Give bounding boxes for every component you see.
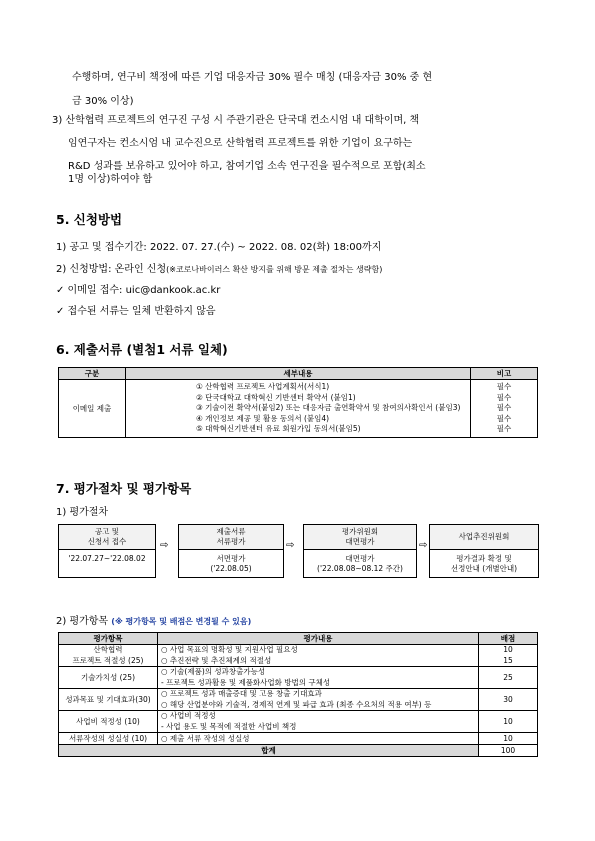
required-note: 필수 xyxy=(496,403,512,412)
email-submission: ✓ 이메일 접수: uic@dankook.ac.kr xyxy=(56,285,221,296)
col-notes: 비고 xyxy=(471,368,538,380)
evaluation-items-heading xyxy=(56,612,251,627)
document-item: ③ 기술이전 확약서(붙임2) 또는 대응자금 출연확약서 및 참여의사확인서 (붙임3) xyxy=(196,403,461,412)
col-criteria: 평가항목 xyxy=(59,633,158,645)
document-item: ② 단국대학교 대학혁신 기반센터 확약서 (붙임1) xyxy=(196,392,356,402)
required-note: 필수 xyxy=(496,382,512,391)
required-notes xyxy=(471,380,538,438)
flow-step-document-review: 제출서류 서류평가 서면평가 ('22.08.05) xyxy=(178,524,284,578)
document-item: ① 산학협력 프로젝트 사업계획서(서식1) xyxy=(196,382,330,391)
application-period: 1) 공고 및 접수기간: 2022. 07. 27.(수) ~ 2022. 08. 02(화) 18:00까지 xyxy=(56,242,382,253)
total-label: 합계 xyxy=(59,745,479,757)
section-7-title: 7. 평가절차 및 평가항목 xyxy=(56,481,192,496)
evaluation-table xyxy=(58,632,538,757)
paragraph-3-line-1: 3) 산학협력 프로젝트의 연구진 구성 시 주관기관은 단국대 컨소시엄 내 대학이며, 책 xyxy=(52,115,420,126)
col-category: 구분 xyxy=(59,368,126,380)
arrow-right-icon: ⇨ xyxy=(286,540,295,551)
documents-table xyxy=(58,367,538,438)
col-content: 평가내용 xyxy=(158,633,479,645)
no-return-notice: ✓ 접수된 서류는 일체 반환하지 않음 xyxy=(56,306,216,317)
application-method-main: 2) 신청방법: 온라인 신청 xyxy=(56,264,167,275)
table-row: 사업비 적정성 (10) ○ 사업비 적정성 - 사업 용도 및 목적에 적절한 사업비 책정 10 xyxy=(59,711,538,733)
required-note: 필수 xyxy=(496,424,512,433)
arrow-right-icon: ⇨ xyxy=(160,540,169,551)
table-row: 기술가치성 (25) ○ 기술(제품)의 성과창출가능성 - 프로젝트 성과활용 및 제품화사업화 방법의 구체성 25 xyxy=(59,667,538,689)
paragraph-3-line-3: R&D 성과를 보유하고 있어야 하고, 참여기업 소속 연구진을 필수적으로 포함(최소 xyxy=(68,161,426,172)
required-note: 필수 xyxy=(496,413,512,423)
application-method xyxy=(56,260,382,275)
evaluation-procedure-heading: 1) 평가절차 xyxy=(56,507,109,518)
section-5-title: 5. 신청방법 xyxy=(56,212,123,227)
submission-type: 이메일 제출 xyxy=(59,380,126,438)
evaluation-items-note: (※ 평가항목 및 배점은 변경될 수 있음) xyxy=(111,617,252,626)
document-item: ⑤ 대학혁신기반센터 유료 회원가입 동의서(붙임5) xyxy=(196,424,361,433)
table-row: 서류작성의 성실성 (10) ○ 제출 서류 작성의 성실성 10 xyxy=(59,733,538,745)
total-score: 100 xyxy=(479,745,538,757)
flow-step-interview: 평가위원회 대면평가 대면평가 ('22.08.08~08.12 주간) xyxy=(303,524,417,578)
table-row: 산학협력 프로젝트 적절성 (25) ○ 사업 목표의 명확성 및 지원사업 필요성 ○ 추진전략 및 추진체계의 적절성 10 15 xyxy=(59,645,538,667)
paragraph-2-end: 금 30% 이상) xyxy=(72,96,134,107)
total-row xyxy=(59,745,538,757)
flow-step-final: 사업추진위원회 평가결과 확정 및 선정안내 (개별안내) xyxy=(429,524,539,578)
section-6-title: 6. 제출서류 (별첨1 서류 일체) xyxy=(56,342,228,357)
arrow-right-icon: ⇨ xyxy=(419,540,428,551)
paragraph-3-line-4: 1명 이상)하여야 함 xyxy=(68,174,153,185)
col-details: 세부내용 xyxy=(126,368,471,380)
table-row: 성과목표 및 기대효과(30) ○ 프로젝트 성과 매출증대 및 고용 창출 기대효과 ○ 해당 산업분야와 기술적, 경제적 연계 및 파급 효과 (최종 수요처의 적용 여부) 등 30 xyxy=(59,689,538,711)
paragraph-2-continuation: 수행하며, 연구비 책정에 따른 기업 대응자금 30% 필수 매칭 (대응자금 30% 중 현 xyxy=(72,72,433,83)
paragraph-3-line-2: 임연구자는 컨소시엄 내 교수진으로 산학협력 프로젝트를 위한 기업이 요구하는 xyxy=(68,138,413,149)
evaluation-items-label: 2) 평가항목 xyxy=(56,616,109,627)
application-method-note: (※코로나바이러스 확산 방지를 위해 방문 제출 절차는 생략함) xyxy=(166,265,383,274)
flow-step-application: 공고 및 신청서 접수 '22.07.27~'22.08.02 xyxy=(58,524,156,578)
document-list xyxy=(126,380,471,438)
required-note: 필수 xyxy=(496,392,512,402)
col-score: 배점 xyxy=(479,633,538,645)
document-item: ④ 개인정보 제공 및 활용 동의서 (붙임4) xyxy=(196,413,330,423)
